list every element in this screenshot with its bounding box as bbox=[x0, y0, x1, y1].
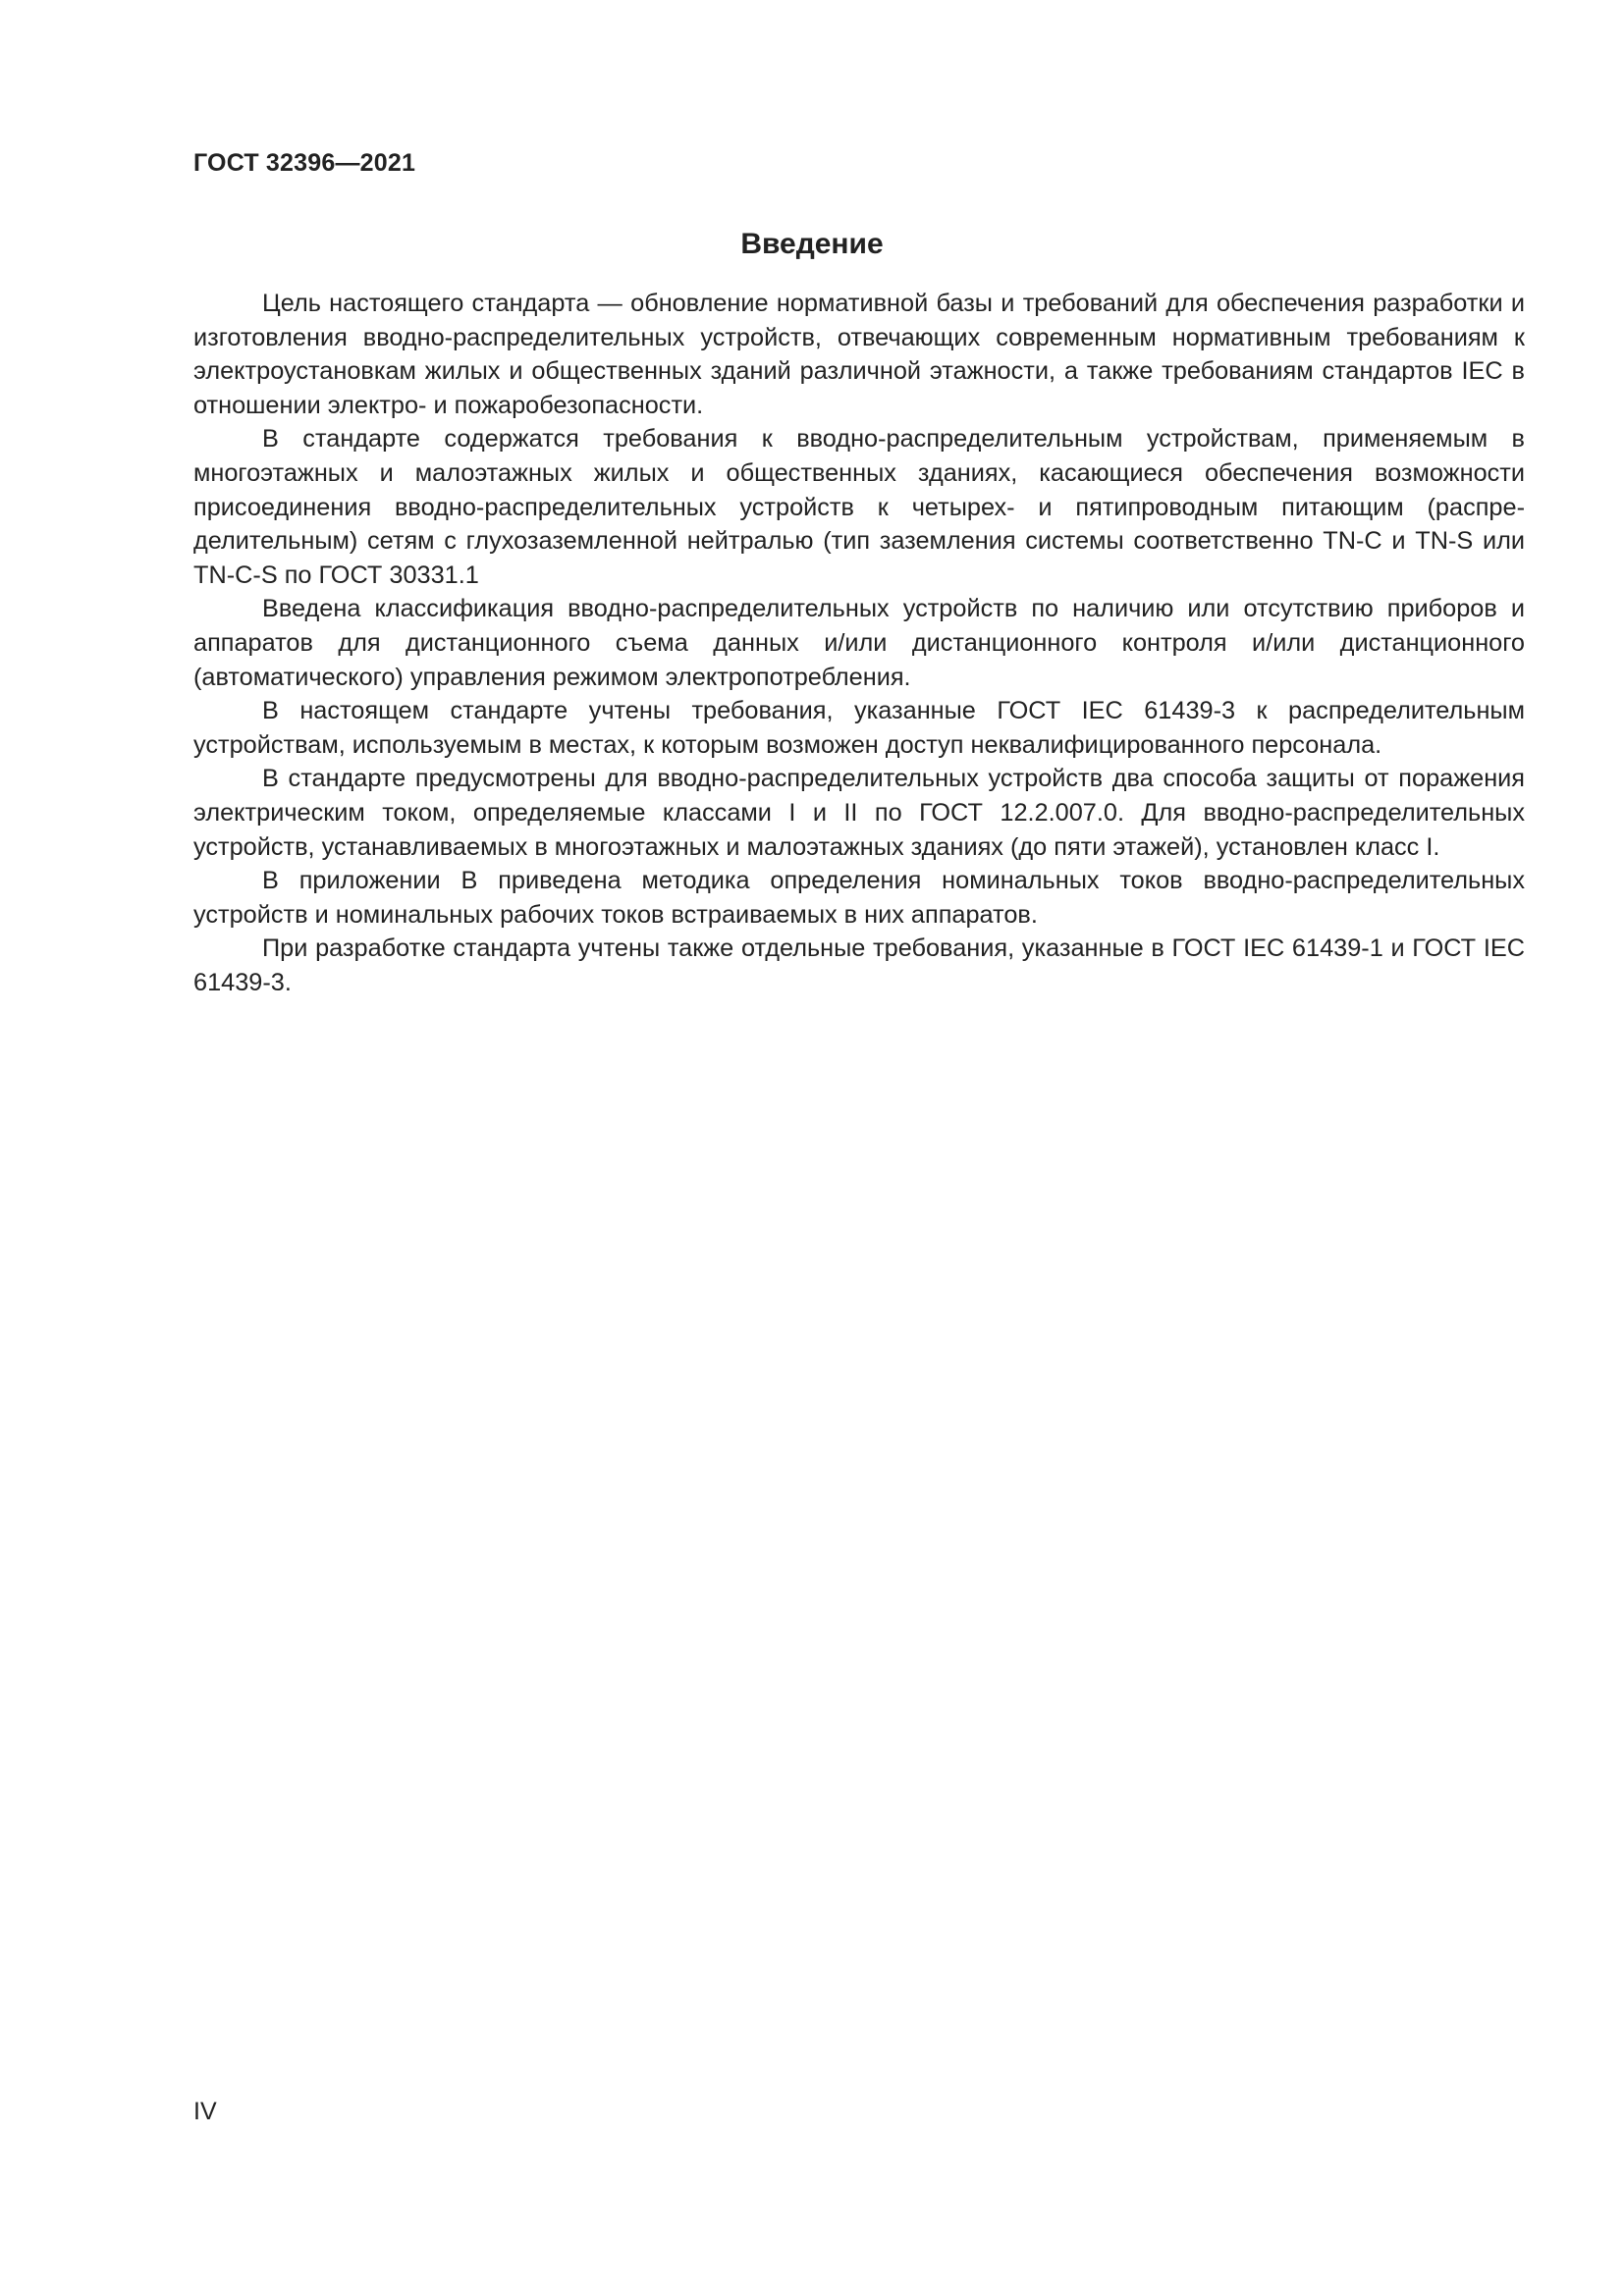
paragraph: В приложении В приведена методика определения номинальных токов вводно-распределительных устройств и номинальных рабочих токов встраиваемых в них аппаратов. bbox=[193, 867, 1525, 929]
paragraph: При разработке стандарта учтены также отдельные требования, указанные в ГОСТ IEC 61439-1 и ГОСТ IEC 61439-3. bbox=[193, 934, 1525, 996]
paragraph: Цель настоящего стандарта — обновление нормативной базы и требований для обеспечения разработки и изготовления вводно-распределительных устройств, отвечающих современным нормативным требованиям к электроустановкам жилых и общественных зданий различной этажности, а также требованиям стандартов IEC в отношении электро- и пожаробезопасности. bbox=[193, 290, 1525, 419]
paragraph: В настоящем стандарте учтены требования, указанные ГОСТ IEC 61439-3 к распределительным устройствам, используемым в местах, к которым возможен доступ неквалифицированного персонала. bbox=[193, 697, 1525, 759]
page-number: IV bbox=[193, 2098, 217, 2125]
paragraph: В стандарте содержатся требования к вводно-распределительным устройствам, применяемым в многоэтажных и малоэтажных жилых и общественных зданиях, касающиеся обеспечения возможности присоединения вводно-распределительных устройств к четырех- и пятипроводным питающим (распределительным) сетям с глухозаземленной нейтралью (тип заземления системы соответственно TN-C и TN-S или TN-C-S по ГОСТ 30331.1 bbox=[193, 425, 1525, 589]
paragraph: В стандарте предусмотрены для вводно-распределительных устройств два способа защиты от поражения электрическим током, определяемые классами I и II по ГОСТ 12.2.007.0. Для вводно-распределительных устройств, устанавливаемых в многоэтажных и малоэтажных зданиях (до пяти этажей), установлен класс I. bbox=[193, 765, 1525, 861]
section-title: Введение bbox=[740, 228, 884, 260]
document-code: ГОСТ 32396—2021 bbox=[193, 149, 416, 177]
introduction-body bbox=[193, 287, 1525, 999]
paragraph: Введена классификация вводно-распределительных устройств по наличию или отсутствию приборов и аппаратов для дистанционного съема данных и/или дистанционного контроля и/или дистанционного (автоматического) управления режимом электропотребления. bbox=[193, 595, 1525, 691]
